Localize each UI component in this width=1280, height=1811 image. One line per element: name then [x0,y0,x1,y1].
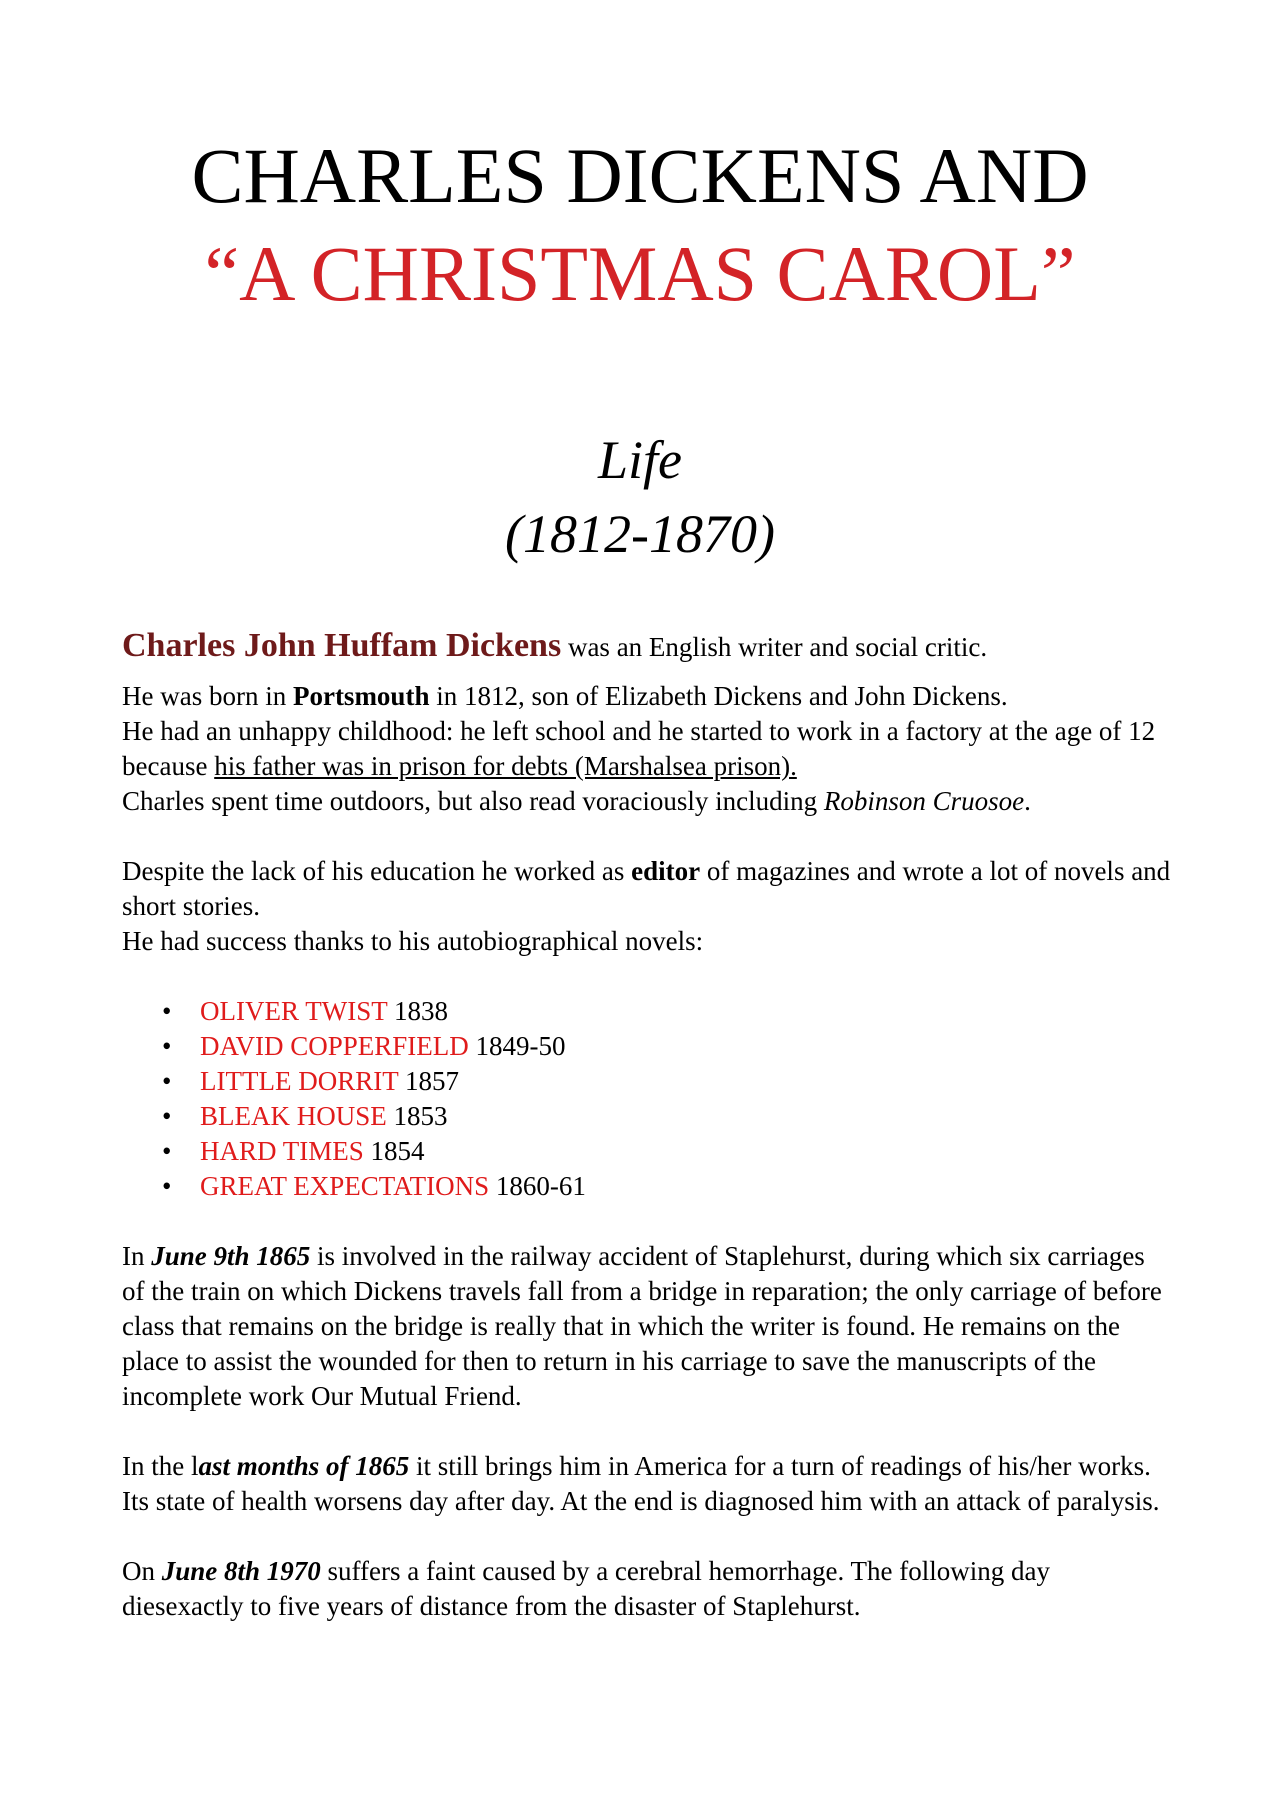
novel-title: BLEAK HOUSE [200,1101,387,1131]
editor-term: editor [631,856,701,886]
accident-date: June 9th 1865 [151,1241,311,1271]
title-line-1: CHARLES DICKENS AND [191,132,1089,219]
birthplace: Portsmouth [292,681,430,711]
list-item [162,1134,1172,1169]
birth-paragraph [122,679,1172,714]
novel-year: 1849-50 [468,1031,566,1061]
death-paragraph [122,1554,1172,1624]
title-line-2: “A CHRISTMAS CAROL” [204,230,1076,317]
spacer [122,1204,1172,1239]
childhood-paragraph [122,714,1172,784]
document-body [122,628,1172,1624]
novel-year: 1838 [387,996,448,1026]
spacer [122,959,1172,994]
america-date: ast months of 1865 [198,1451,410,1481]
novel-year: 1860-61 [489,1171,586,1201]
list-item [162,1064,1172,1099]
birth-text-1: He was born in [122,681,293,711]
subtitle-years: (1812-1870) [505,504,775,564]
success-paragraph: He had success thanks to his autobiographical novels: [122,926,704,956]
birth-text-2: in 1812, son of Elizabeth Dickens and John Dickens. [429,681,1008,711]
novel-title: DAVID COPPERFIELD [200,1031,469,1061]
intro-text: was an English writer and social critic. [561,632,988,662]
author-full-name: Charles John Huffam Dickens [122,627,562,664]
death-text-1: On [122,1556,162,1586]
america-paragraph [122,1449,1172,1519]
subtitle-life: Life [597,430,682,490]
novel-title: OLIVER TWIST [200,996,388,1026]
spacer [122,1414,1172,1449]
prison-note: his father was in prison for debts (Marshalsea prison). [214,751,797,781]
spacer [122,1519,1172,1554]
career-text-2: of magazines and wrote a lot of novels and short stories. [122,856,1171,921]
america-text-2: it still brings him in America for a turn of readings of his/her works. Its state of health worsens day after day. At the end is diagnosed him with an attack of paralysis. [122,1451,1160,1516]
death-text-2: suffers a faint caused by a cerebral hemorrhage. The following day diesexactly to five years of distance from the disaster of Staplehurst. [122,1556,1051,1621]
accident-paragraph [122,1239,1172,1414]
list-item [162,1169,1172,1204]
career-paragraph [122,854,1172,924]
book-title-robinson: Robinson Cruosoe [823,786,1025,816]
novels-list [122,994,1172,1204]
reading-period: . [1024,786,1031,816]
list-item [162,1099,1172,1134]
novel-title: LITTLE DORRIT [200,1066,399,1096]
novel-year: 1854 [363,1136,425,1166]
list-item [162,1029,1172,1064]
accident-text-1: In [122,1241,152,1271]
death-date: June 8th 1970 [161,1556,321,1586]
novel-title: GREAT EXPECTATIONS [200,1171,490,1201]
reading-text: Charles spent time outdoors, but also read voraciously including [122,786,824,816]
novel-title: HARD TIMES [200,1136,364,1166]
childhood-text: He had an unhappy childhood: he left school and he started to work in a factory at the age of 12 because [122,716,1156,781]
reading-paragraph [122,784,1172,819]
novel-year: 1857 [398,1066,459,1096]
novel-year: 1853 [386,1101,448,1131]
spacer [122,819,1172,854]
intro-paragraph [122,628,1172,665]
america-text-1: In the l [122,1451,199,1481]
career-text-1: Despite the lack of his education he worked as [122,856,632,886]
accident-text-2: is involved in the railway accident of Staplehurst, during which six carriages of the train on which Dickens travels fall from a bridge in reparation; the only carriage of before class that remains on the bridge is really that in which the writer is found. He remains on the place to assist the wounded for then to return in his carriage to save the manuscripts of the incomplete work Our Mutual Friend. [122,1241,1162,1411]
list-item [162,994,1172,1029]
